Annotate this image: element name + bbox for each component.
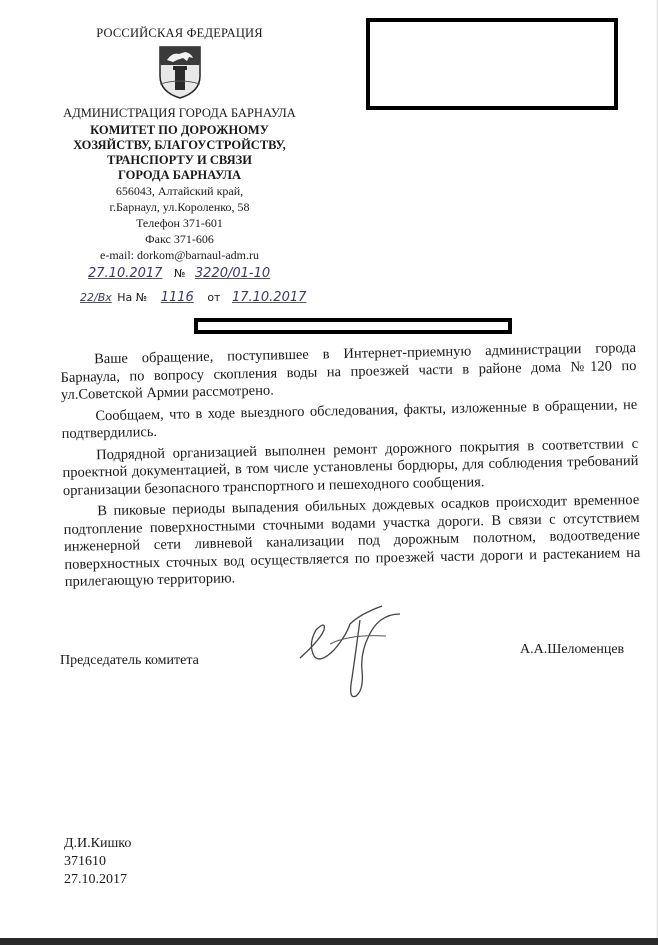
scan-edge-bottom	[0, 938, 658, 945]
outgoing-number: 3220/01-10	[194, 266, 271, 281]
address-block	[52, 183, 307, 263]
executor-name: Д.И.Кишко	[64, 836, 132, 851]
email-line: e-mail: dorkom@barnaul-adm.ru	[100, 248, 259, 262]
administration-name: АДМИНИСТРАЦИЯ ГОРОДА БАРНАУЛА	[63, 106, 296, 120]
phone-line: Телефон 371-601	[136, 216, 223, 230]
letter-body	[60, 340, 641, 596]
executor-phone: 371610	[64, 854, 106, 869]
coat-of-arms-icon	[157, 44, 203, 100]
committee-line: ТРАНСПОРТУ И СВЯЗИ	[107, 153, 252, 167]
address-line: г.Барнаул, ул.Короленко, 58	[109, 200, 250, 214]
fax-line: Факс 371-606	[145, 232, 214, 246]
outgoing-date: 27.10.2017	[88, 266, 163, 281]
incoming-date: 17.10.2017	[231, 290, 307, 305]
outgoing-ref-row	[88, 266, 270, 281]
from-label: от	[207, 291, 221, 304]
address-line: 656043, Алтайский край,	[115, 184, 244, 198]
body-paragraph: В пиковые периоды выпадения обильных дождевых осадков происходит временное подтопление поверхностными сточными водами участка дороги. В связи с отсутствием инженерной сети ливневой канализации под дорожным полотном, водоотведение поверхностных сточных вод осуществляется по проезжей части дороги и растеканием на прилегающую территорию.	[63, 491, 641, 590]
on-number-label: На №	[117, 291, 148, 304]
committee-line: ХОЗЯЙСТВУ, БЛАГОУСТРОЙСТВУ,	[73, 138, 286, 152]
committee-name	[52, 123, 307, 183]
signature-icon	[290, 600, 420, 710]
body-paragraph: Подрядной организацией выполнен ремонт дорожного покрытия в соответствии с проектной документацией, в том числе установлены бордюры, для соблюдения требований организации безопасного транспортного и пешеходного сообщения.	[62, 435, 639, 499]
incoming-prefix: 22/Вх	[80, 291, 112, 304]
subject-redaction	[194, 318, 512, 334]
committee-line: ГОРОДА БАРНАУЛА	[117, 168, 242, 182]
letterhead	[52, 26, 307, 263]
signer-name: А.А.Шеломенцев	[520, 642, 625, 657]
country-name: РОССИЙСКАЯ ФЕДЕРАЦИЯ	[96, 26, 263, 40]
body-paragraph: Сообщаем, что в ходе выездного обследования, факты, изложенные в обращении, не подтвердились.	[61, 396, 638, 442]
executor-block	[64, 835, 131, 889]
committee-line: КОМИТЕТ ПО ДОРОЖНОМУ	[90, 123, 269, 137]
incoming-number: 1116	[160, 290, 194, 305]
recipient-redaction	[366, 18, 618, 110]
signer-title: Председатель комитета	[60, 653, 199, 668]
executor-date: 27.10.2017	[64, 872, 127, 887]
incoming-ref-row	[80, 290, 306, 305]
body-paragraph: Ваше обращение, поступившее в Интернет-приемную администрации города Барнаула, по вопросу скопления воды на проезжей части в районе дома №120 по ул.Советской Армии рассмотрено.	[60, 339, 637, 403]
number-label: №	[173, 267, 186, 280]
